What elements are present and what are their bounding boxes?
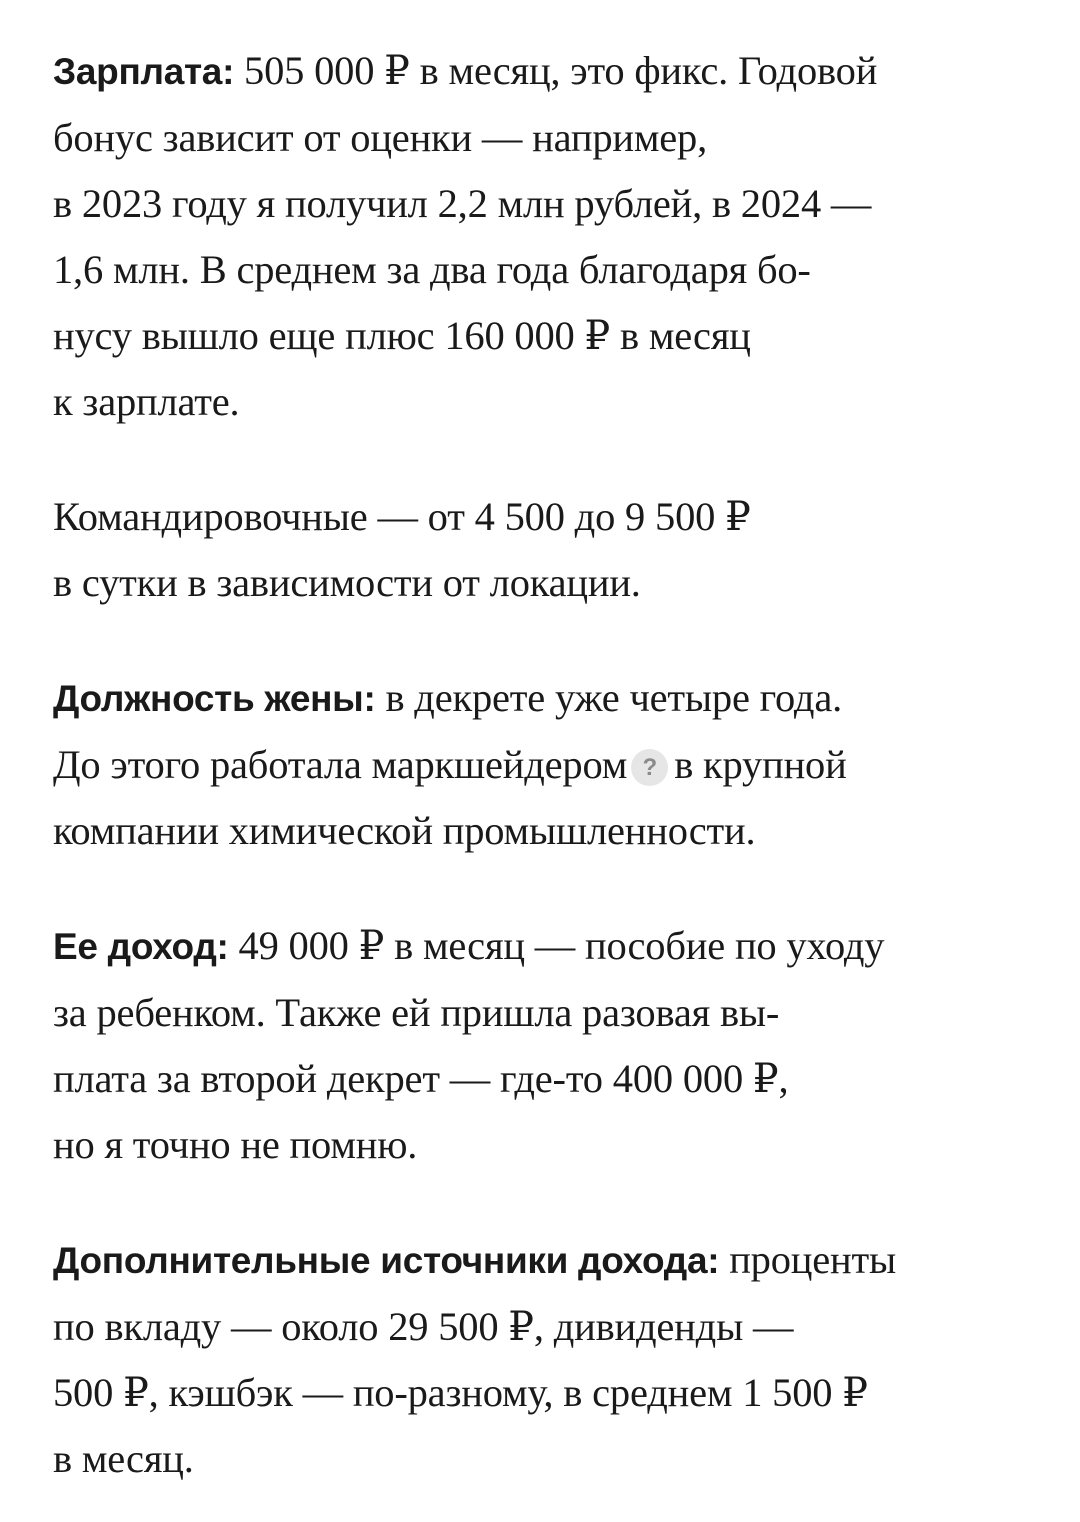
wife-income-text-line: за ребенком. Также ей пришла разовая вы- xyxy=(53,990,780,1035)
wife-income-text-line: плата за второй декрет — где-то 400 000 ₽, xyxy=(53,1056,789,1101)
paragraph-wife-position xyxy=(53,665,1043,864)
wife-position-label: Должность жены: xyxy=(53,678,376,719)
additional-income-text-line: 500 ₽, кэшбэк — по-разному, в среднем 1 500 ₽ xyxy=(53,1370,868,1415)
wife-income-text-line: 49 000 ₽ в месяц — пособие по уходу xyxy=(228,923,885,968)
salary-text-line: в 2023 году я получил 2,2 млн рублей, в 2024 — xyxy=(53,181,872,226)
question-mark-icon[interactable]: ? xyxy=(631,749,668,786)
salary-text-line: 1,6 млн. В среднем за два года благодаря бо- xyxy=(53,247,811,292)
additional-income-text-line: по вкладу — около 29 500 ₽, дивиденды — xyxy=(53,1304,794,1349)
wife-position-text-line: в декрете уже четыре года. xyxy=(375,675,843,720)
wife-position-text-line: в крупной xyxy=(674,742,847,787)
wife-position-text-line: компании химической промышленности. xyxy=(53,808,756,853)
article-body xyxy=(53,38,1043,1492)
paragraph-wife-income xyxy=(53,913,1043,1178)
salary-text-line: к зарплате. xyxy=(53,379,240,424)
travel-allowance-text-line: в сутки в зависимости от локации. xyxy=(53,560,641,605)
salary-text-line: нусу вышло еще плюс 160 000 ₽ в месяц xyxy=(53,313,751,358)
paragraph-additional-income xyxy=(53,1227,1043,1492)
salary-text-line: бонус зависит от оценки — например, xyxy=(53,115,708,160)
paragraph-salary xyxy=(53,38,1043,435)
wife-income-text-line: но я точно не помню. xyxy=(53,1122,418,1167)
travel-allowance-text-line: Командировочные — от 4 500 до 9 500 ₽ xyxy=(53,494,751,539)
wife-income-label: Ее доход: xyxy=(53,926,229,967)
additional-income-text-line: проценты xyxy=(719,1237,896,1282)
wife-position-text-line: До этого работала маркшейдером xyxy=(53,742,628,787)
salary-label: Зарплата: xyxy=(53,51,235,92)
additional-income-label: Дополнительные источники дохода: xyxy=(53,1240,720,1281)
salary-text-line: 505 000 ₽ в месяц, это фикс. Годовой xyxy=(234,48,878,93)
paragraph-travel-allowance xyxy=(53,484,1043,616)
additional-income-text-line: в месяц. xyxy=(53,1436,194,1481)
